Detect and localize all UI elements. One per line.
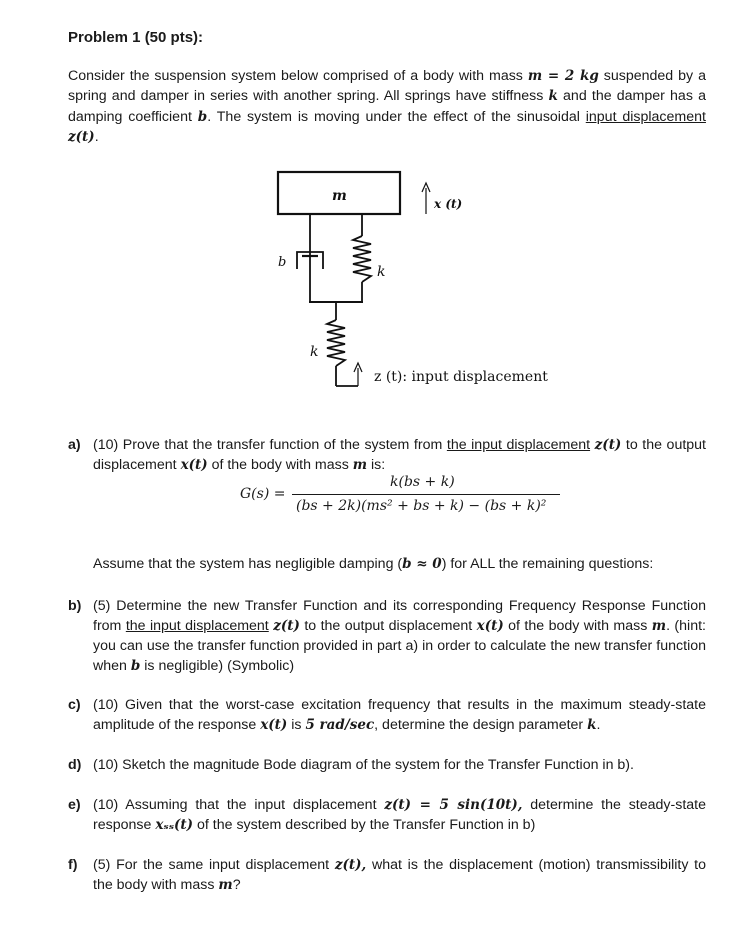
question-e: e) (10) Assuming that the input displacement z(t) = 5 sin(10t), determine the steady-state response xₛₛ(t) of the system described by the Transfer Function in b)	[68, 797, 706, 833]
tf-denominator: (bs + 2k)(ms² + bs + k) − (bs + k)²	[296, 498, 547, 514]
transfer-function: G(s) = k(bs + k) (bs + 2k)(ms² + bs + k) − (bs + k)²	[240, 474, 570, 520]
spring-bottom-label: k	[310, 344, 319, 360]
mass-equation: m = 2 kg	[527, 68, 599, 84]
problem-intro: Consider the suspension system below comprised of a body with mass m = 2 kg suspended by a spring and damper in series with another spring. All springs have stiffness k and the damper has a damping coefficient b. The system is moving under the effect of the sinusoidal input displacement z(t).	[68, 68, 706, 146]
tf-numerator: k(bs + k)	[390, 474, 455, 490]
spring-right	[353, 236, 371, 282]
question-b: b) (5) Determine the new Transfer Function and its corresponding Frequency Response Function from the input displacement z(t) to the output displacement x(t) of the body with mass m. (hint: you can use the transfer function provided in part a) in order to calculate the new transfer function when b is negligible) (Symbolic)	[68, 598, 706, 674]
damper-label: b	[278, 255, 287, 270]
input-displacement-link: input displacement	[585, 108, 706, 125]
spring-right-label: k	[377, 264, 386, 280]
assumption: Assume that the system has negligible damping (b ≈ 0) for ALL the remaining questions:	[93, 556, 654, 572]
x-label: x (t)	[434, 197, 463, 211]
fraction-bar	[292, 494, 560, 495]
suspension-diagram	[250, 160, 570, 400]
z-label: z (t): input displacement	[374, 369, 548, 385]
mass-label: m	[332, 188, 347, 204]
question-c: c) (10) Given that the worst-case excitation frequency that results in the maximum steady-state amplitude of the response x(t) is 5 rad/sec, determine the design parameter k.	[68, 697, 706, 733]
question-a: a) (10) Prove that the transfer function of the system from the input displacement z(t) to the output displacement x(t) of the body with mass m is:	[68, 437, 706, 473]
question-d: d) (10) Sketch the magnitude Bode diagram of the system for the Transfer Function in b).	[68, 757, 634, 773]
question-f: f) (5) For the same input displacement z(t), what is the displacement (motion) transmissibility to the body with mass m?	[68, 857, 707, 893]
spring-bottom	[327, 320, 345, 366]
problem-title: Problem 1 (50 pts):	[68, 29, 204, 46]
